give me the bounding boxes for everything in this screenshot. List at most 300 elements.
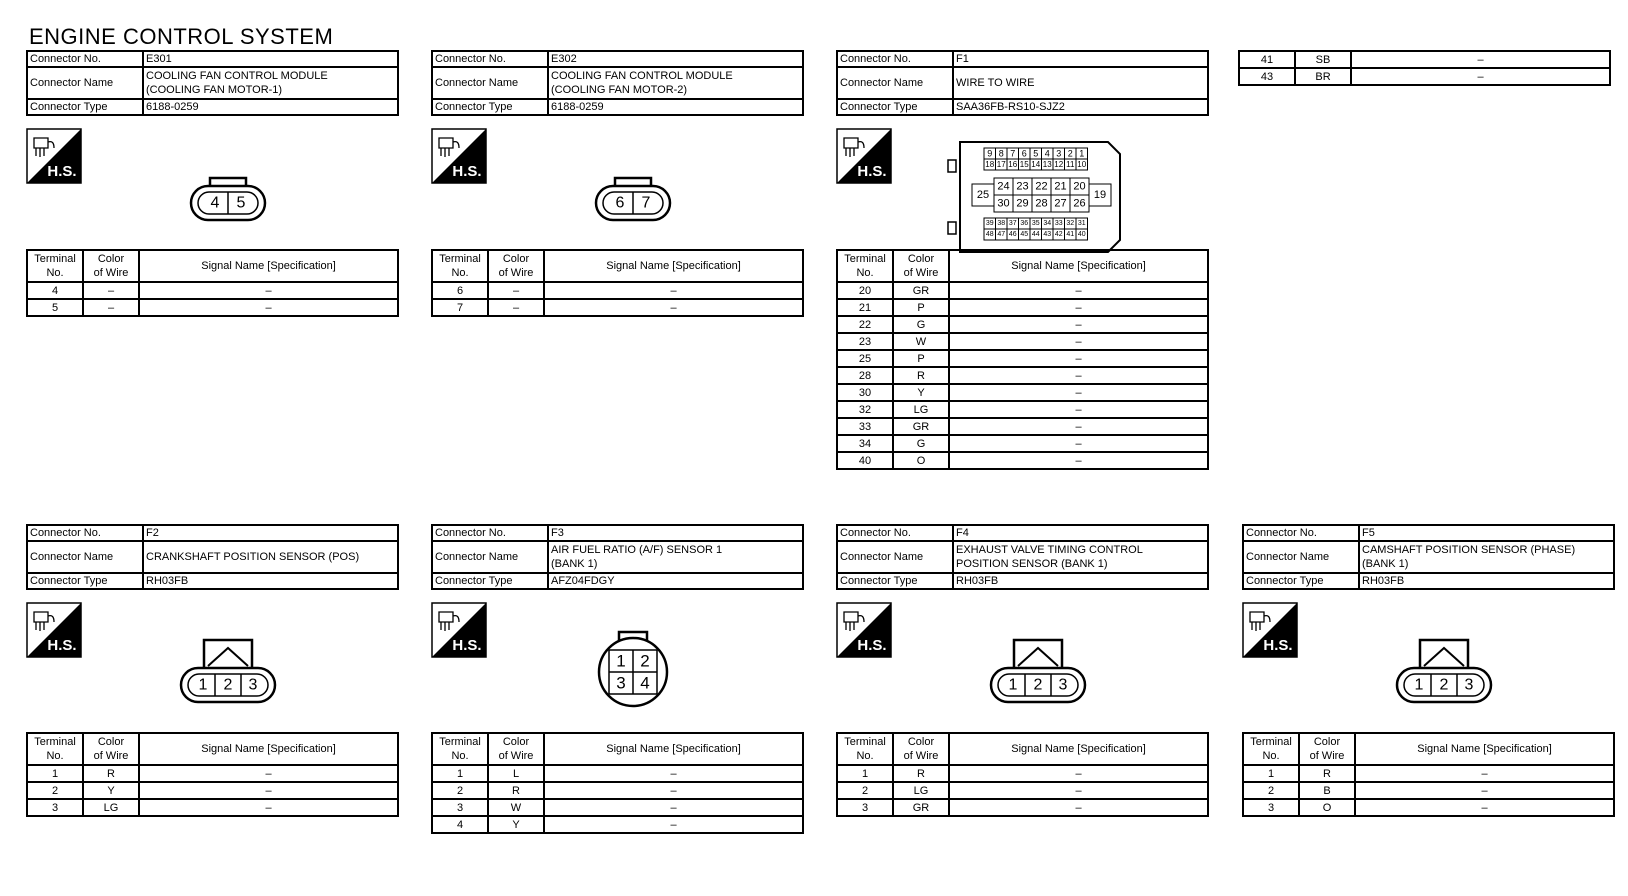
cell-signal: – (1351, 51, 1610, 68)
header-text: Color (502, 736, 530, 748)
label-connector-type: Connector Type (837, 99, 953, 115)
header-row-no (432, 51, 803, 67)
table-row (837, 367, 1208, 384)
connector-key (1018, 648, 1058, 666)
page-title: ENGINE CONTROL SYSTEM (29, 24, 334, 49)
header-terminal-no (837, 250, 893, 282)
label-connector-name: Connector Name (1243, 541, 1359, 573)
pin-label: 1 (616, 651, 626, 671)
cell-terminal: 33 (837, 418, 893, 435)
connector-face-2pin (188, 174, 268, 224)
header-text: No. (451, 267, 469, 279)
pin-label: 39 (985, 220, 994, 227)
cell-signal: – (139, 282, 398, 299)
connector-name-value (143, 541, 398, 573)
cell-color: LG (83, 799, 139, 816)
hs-label: H.S. (47, 637, 77, 654)
table-row (837, 401, 1208, 418)
cell-terminal: 1 (432, 765, 488, 782)
cell-color: GR (893, 418, 949, 435)
cell-terminal: 1 (837, 765, 893, 782)
label-connector-no: Connector No. (1243, 525, 1359, 541)
header-row-name (837, 541, 1208, 573)
pin-label: 4 (640, 673, 650, 693)
header-text: No. (856, 750, 874, 762)
connector-header-table (836, 524, 1209, 590)
table-row (837, 384, 1208, 401)
cell-color: W (488, 799, 544, 816)
header-row-type (432, 573, 803, 589)
cell-color: BR (1295, 68, 1351, 85)
table-row (837, 799, 1208, 816)
connector-name-line: EXHAUST VALVE TIMING CONTROL (956, 544, 1143, 556)
connector-name-line: (BANK 1) (551, 558, 598, 570)
pin-label: 2 (1067, 148, 1073, 159)
terminal-table (836, 732, 1209, 817)
cell-signal: – (544, 782, 803, 799)
label-connector-name: Connector Name (837, 541, 953, 573)
cell-signal: – (139, 765, 398, 782)
header-text: No. (451, 750, 469, 762)
connector-name-line: (BANK 1) (1362, 558, 1409, 570)
connector-name-line: POSITION SENSOR (BANK 1) (956, 558, 1108, 570)
header-signal-name: Signal Name [Specification] (544, 733, 803, 765)
header-text: No. (1262, 750, 1280, 762)
cell-terminal: 21 (837, 299, 893, 316)
pin-label: 5 (236, 194, 246, 212)
pin-label: 26 (1073, 197, 1086, 210)
connector-name-line: AIR FUEL RATIO (A/F) SENSOR 1 (551, 544, 723, 556)
cell-signal: – (949, 418, 1208, 435)
connector-no-value: F5 (1359, 525, 1614, 541)
connector-no-value: E301 (143, 51, 398, 67)
connector-no-value: F1 (953, 51, 1208, 67)
pin-label: 46 (1008, 231, 1017, 238)
cell-color: Y (488, 816, 544, 833)
connector-type-value: SAA36FB-RS10-SJZ2 (953, 99, 1208, 115)
connector-panel-f3 (431, 524, 804, 831)
pin-label: 28 (1035, 197, 1048, 210)
pin-label: 29 (1016, 197, 1029, 210)
pin-label: 27 (1054, 197, 1067, 210)
header-terminal-no (432, 250, 488, 282)
cell-terminal: 43 (1239, 68, 1295, 85)
header-row-type (837, 99, 1208, 115)
pin-label: 3 (1056, 148, 1062, 159)
header-text: Terminal (439, 736, 481, 748)
table-row (1239, 51, 1610, 68)
cell-color: – (83, 282, 139, 299)
pin-label: 38 (997, 220, 1006, 227)
pin-label: 36 (1020, 220, 1029, 227)
label-connector-type: Connector Type (27, 573, 143, 589)
header-signal-name: Signal Name [Specification] (949, 250, 1208, 282)
cell-signal: – (1355, 782, 1614, 799)
pin-label: 1 (1008, 676, 1018, 694)
cell-terminal: 32 (837, 401, 893, 418)
hs-label: H.S. (857, 163, 887, 180)
connector-name-line: WIRE TO WIRE (956, 77, 1035, 89)
cell-terminal: 22 (837, 316, 893, 333)
header-terminal-no (837, 733, 893, 765)
terminal-table-header (432, 733, 803, 765)
connector-name-line: (COOLING FAN MOTOR-2) (551, 84, 688, 96)
cell-color: – (488, 282, 544, 299)
header-text: No. (46, 750, 64, 762)
connector-header-table (431, 524, 804, 590)
table-row (837, 316, 1208, 333)
terminal-table (1242, 732, 1615, 817)
cell-signal: – (1355, 799, 1614, 816)
cell-color: P (893, 299, 949, 316)
pin-label: 3 (248, 676, 258, 694)
cell-color: R (83, 765, 139, 782)
label-connector-no: Connector No. (432, 51, 548, 67)
pin-label: 5 (1033, 148, 1039, 159)
pin-label: 21 (1054, 180, 1067, 193)
label-connector-no: Connector No. (27, 51, 143, 67)
connector-tab (948, 160, 956, 172)
header-signal-name: Signal Name [Specification] (139, 733, 398, 765)
pin-label: 4 (210, 194, 220, 212)
connector-type-value: 6188-0259 (143, 99, 398, 115)
header-color-of-wire (1299, 733, 1355, 765)
connector-no-value: E302 (548, 51, 803, 67)
pin-label: 17 (996, 160, 1006, 169)
pin-label: 7 (1010, 148, 1016, 159)
terminal-table-header (432, 250, 803, 282)
cell-terminal: 2 (837, 782, 893, 799)
pin-label: 20 (1073, 180, 1086, 193)
cell-terminal: 3 (432, 799, 488, 816)
cell-color: G (893, 316, 949, 333)
harness-side-icon (26, 128, 82, 184)
header-signal-name: Signal Name [Specification] (949, 733, 1208, 765)
table-row (1243, 782, 1614, 799)
pin-label: 3 (616, 673, 626, 693)
header-row-name (27, 541, 398, 573)
pin-label: 31 (1077, 220, 1086, 227)
pin-label: 25 (976, 189, 990, 201)
cell-terminal: 28 (837, 367, 893, 384)
header-text: of Wire (93, 267, 129, 279)
cell-color: R (893, 765, 949, 782)
connector-name-value (953, 67, 1208, 99)
cell-color: GR (893, 799, 949, 816)
connector-tab (948, 222, 956, 234)
table-row (837, 350, 1208, 367)
pin-label: 11 (1066, 160, 1075, 169)
harness-side-icon (431, 128, 487, 184)
cell-terminal: 7 (432, 299, 488, 316)
pin-label: 3 (1058, 676, 1068, 694)
cell-color: R (893, 367, 949, 384)
table-row (432, 816, 803, 833)
terminal-table (836, 249, 1209, 470)
connector-type-value: RH03FB (143, 573, 398, 589)
hs-label: H.S. (1263, 637, 1293, 654)
cell-color: O (893, 452, 949, 469)
connector-name-value (953, 541, 1208, 573)
connector-name-value (1359, 541, 1614, 573)
cell-color: Y (83, 782, 139, 799)
header-row-name (1243, 541, 1614, 573)
header-row-type (27, 573, 398, 589)
header-row-no (432, 525, 803, 541)
cell-terminal: 20 (837, 282, 893, 299)
cell-signal: – (544, 765, 803, 782)
header-text: No. (856, 267, 874, 279)
header-row-no (1243, 525, 1614, 541)
connector-header-table (26, 524, 399, 590)
connector-face-2pin (593, 174, 673, 224)
header-signal-name: Signal Name [Specification] (139, 250, 398, 282)
pin-label: 12 (1054, 160, 1064, 169)
table-row (837, 765, 1208, 782)
pin-label: 10 (1077, 160, 1087, 169)
cell-color: G (893, 435, 949, 452)
cell-terminal: 40 (837, 452, 893, 469)
cell-color: O (1299, 799, 1355, 816)
cell-signal: – (139, 299, 398, 316)
terminal-table-header (27, 250, 398, 282)
header-color-of-wire (893, 733, 949, 765)
cell-color: R (488, 782, 544, 799)
terminal-table (26, 249, 399, 317)
pin-label: 7 (641, 194, 651, 212)
cell-signal: – (1351, 68, 1610, 85)
cell-terminal: 3 (837, 799, 893, 816)
header-text: Terminal (34, 736, 76, 748)
cell-terminal: 4 (27, 282, 83, 299)
header-color-of-wire (488, 733, 544, 765)
pin-label: 22 (1035, 180, 1048, 193)
label-connector-name: Connector Name (27, 541, 143, 573)
connector-no-value: F2 (143, 525, 398, 541)
connector-header-table (836, 50, 1209, 116)
connector-key (1424, 648, 1464, 666)
label-connector-name: Connector Name (837, 67, 953, 99)
cell-terminal: 2 (1243, 782, 1299, 799)
connector-header-table (1242, 524, 1615, 590)
cell-signal: – (949, 299, 1208, 316)
header-text: Color (97, 736, 125, 748)
pin-label: 14 (1031, 160, 1041, 169)
pin-label: 2 (1439, 676, 1449, 694)
header-signal-name: Signal Name [Specification] (544, 250, 803, 282)
header-terminal-no (1243, 733, 1299, 765)
table-row (27, 765, 398, 782)
cell-terminal: 3 (27, 799, 83, 816)
header-text: Terminal (1250, 736, 1292, 748)
terminal-table-header (837, 250, 1208, 282)
table-row (1243, 799, 1614, 816)
connector-panel-f5 (1242, 524, 1615, 814)
connector-face-48pin (944, 138, 1124, 256)
connector-header-table (431, 50, 804, 116)
cell-color: – (83, 299, 139, 316)
table-row (1239, 68, 1610, 85)
connector-face-3pin (988, 638, 1088, 706)
label-connector-no: Connector No. (837, 525, 953, 541)
pin-label: 48 (985, 231, 994, 238)
connector-name-line: CAMSHAFT POSITION SENSOR (PHASE) (1362, 544, 1576, 556)
connector-header-table (26, 50, 399, 116)
cell-terminal: 23 (837, 333, 893, 350)
terminal-table (431, 732, 804, 834)
header-text: Color (907, 253, 935, 265)
header-row-name (432, 541, 803, 573)
table-row (27, 782, 398, 799)
header-row-no (27, 51, 398, 67)
pin-label: 18 (985, 160, 995, 169)
header-row-name (27, 67, 398, 99)
table-row (27, 299, 398, 316)
pin-label: 19 (1093, 189, 1107, 201)
table-row (27, 282, 398, 299)
connector-no-value: F3 (548, 525, 803, 541)
connector-key (208, 648, 248, 666)
pin-label: 9 (987, 148, 993, 159)
cell-terminal: 41 (1239, 51, 1295, 68)
header-text: Terminal (34, 253, 76, 265)
header-row-type (432, 99, 803, 115)
cell-signal: – (544, 299, 803, 316)
terminal-table-header (27, 733, 398, 765)
harness-side-icon (1242, 602, 1298, 658)
cell-terminal: 5 (27, 299, 83, 316)
connector-name-line: COOLING FAN CONTROL MODULE (551, 70, 733, 82)
connector-type-value: RH03FB (1359, 573, 1614, 589)
terminal-table-header (1243, 733, 1614, 765)
cell-signal: – (544, 282, 803, 299)
table-row (837, 435, 1208, 452)
cell-color: LG (893, 782, 949, 799)
table-row (837, 452, 1208, 469)
pin-label: 2 (640, 651, 650, 671)
header-text: of Wire (903, 267, 939, 279)
label-connector-type: Connector Type (432, 573, 548, 589)
connector-name-value (548, 541, 803, 573)
cell-signal: – (949, 316, 1208, 333)
pin-label: 3 (1464, 676, 1474, 694)
connector-type-value: AFZ04FDGY (548, 573, 803, 589)
connector-face-4pin (593, 628, 673, 708)
connector-panel-e302 (431, 50, 804, 314)
cell-signal: – (949, 282, 1208, 299)
label-connector-type: Connector Type (837, 573, 953, 589)
pin-label: 34 (1043, 220, 1052, 227)
header-row-no (837, 525, 1208, 541)
header-signal-name: Signal Name [Specification] (1355, 733, 1614, 765)
cell-color: – (488, 299, 544, 316)
header-text: Terminal (844, 736, 886, 748)
header-row-type (1243, 573, 1614, 589)
pin-label: 2 (223, 676, 233, 694)
cell-color: P (893, 350, 949, 367)
hs-label: H.S. (857, 637, 887, 654)
cell-signal: – (949, 799, 1208, 816)
cell-terminal: 4 (432, 816, 488, 833)
cell-color: R (1299, 765, 1355, 782)
connector-no-value: F4 (953, 525, 1208, 541)
pin-label: 43 (1043, 231, 1052, 238)
cell-color: LG (893, 401, 949, 418)
label-connector-type: Connector Type (27, 99, 143, 115)
pin-label: 1 (198, 676, 208, 694)
cell-signal: – (139, 799, 398, 816)
cell-terminal: 6 (432, 282, 488, 299)
cell-signal: – (1355, 765, 1614, 782)
pin-label: 44 (1031, 231, 1040, 238)
pin-label: 13 (1042, 160, 1052, 169)
cell-terminal: 34 (837, 435, 893, 452)
header-text: of Wire (93, 750, 129, 762)
pin-label: 42 (1054, 231, 1063, 238)
cell-color: W (893, 333, 949, 350)
connector-type-value: RH03FB (953, 573, 1208, 589)
continued-terminal-table (1238, 50, 1611, 86)
cell-signal: – (949, 350, 1208, 367)
table-row (432, 765, 803, 782)
header-color-of-wire (488, 250, 544, 282)
cell-signal: – (139, 782, 398, 799)
table-row (837, 282, 1208, 299)
header-text: Terminal (844, 253, 886, 265)
connector-panel-f4 (836, 524, 1209, 814)
cell-color: GR (893, 282, 949, 299)
table-row (432, 282, 803, 299)
harness-side-icon (26, 602, 82, 658)
connector-name-value (548, 67, 803, 99)
hs-label: H.S. (47, 163, 77, 180)
cell-signal: – (949, 333, 1208, 350)
cell-terminal: 25 (837, 350, 893, 367)
header-terminal-no (27, 250, 83, 282)
connector-name-line: COOLING FAN CONTROL MODULE (146, 70, 328, 82)
table-row (1243, 765, 1614, 782)
harness-side-icon (836, 128, 892, 184)
label-connector-no: Connector No. (837, 51, 953, 67)
header-text: of Wire (1309, 750, 1345, 762)
pin-label: 1 (1079, 148, 1085, 159)
pin-label: 2 (1033, 676, 1043, 694)
header-text: of Wire (498, 267, 534, 279)
cell-color: B (1299, 782, 1355, 799)
pin-label: 30 (997, 197, 1010, 210)
pin-label: 33 (1054, 220, 1063, 227)
label-connector-name: Connector Name (27, 67, 143, 99)
cell-color: L (488, 765, 544, 782)
connector-panel-e301 (26, 50, 399, 314)
pin-label: 47 (997, 231, 1006, 238)
header-color-of-wire (893, 250, 949, 282)
pin-label: 8 (998, 148, 1004, 159)
pin-label: 45 (1020, 231, 1029, 238)
header-text: Color (907, 736, 935, 748)
cell-signal: – (544, 816, 803, 833)
pin-label: 37 (1008, 220, 1017, 227)
connector-face-3pin (178, 638, 278, 706)
table-row (837, 333, 1208, 350)
header-text: No. (46, 267, 64, 279)
header-row-type (837, 573, 1208, 589)
cell-signal: – (544, 799, 803, 816)
pin-label: 35 (1031, 220, 1040, 227)
label-connector-type: Connector Type (1243, 573, 1359, 589)
cell-terminal: 1 (27, 765, 83, 782)
label-connector-type: Connector Type (432, 99, 548, 115)
